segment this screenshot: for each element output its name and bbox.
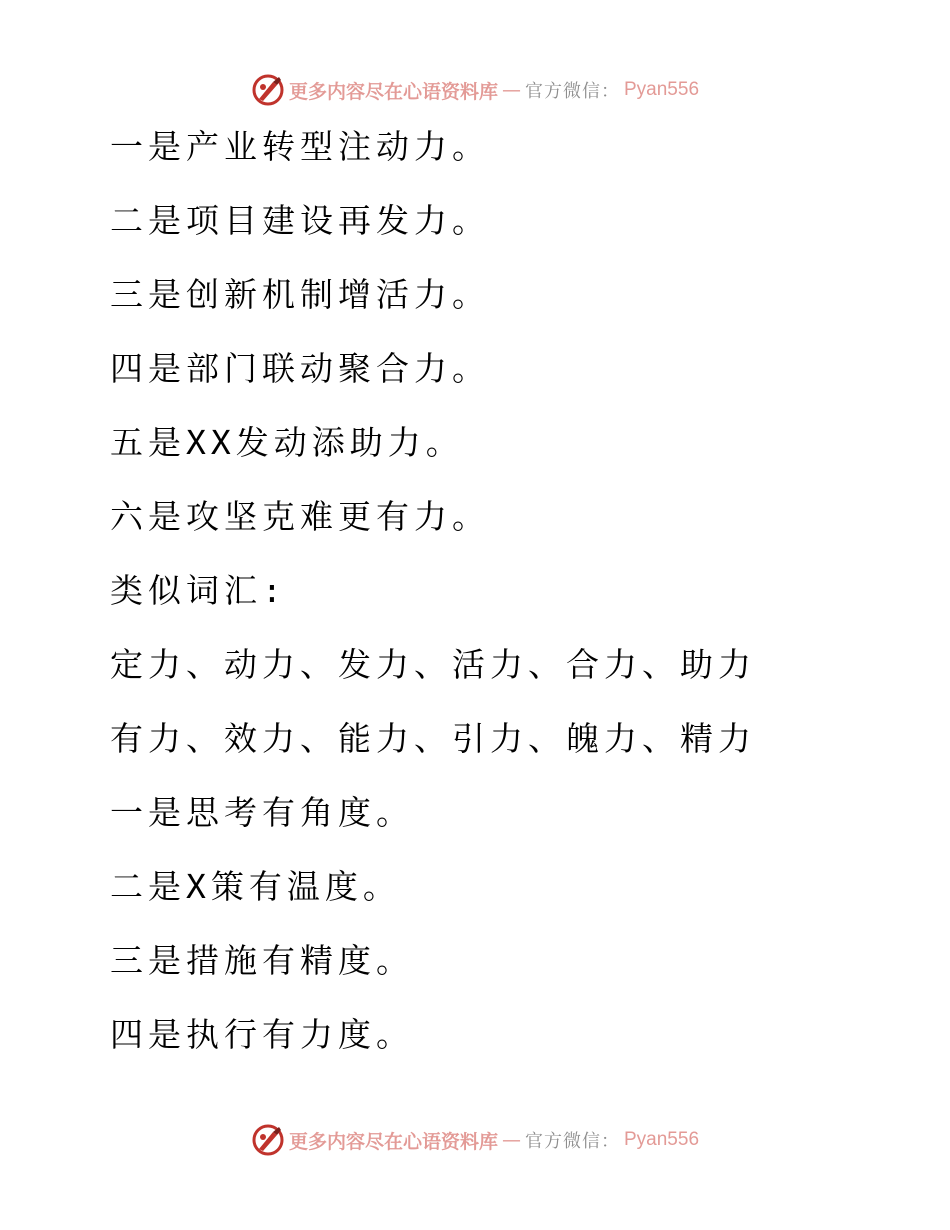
header-banner bbox=[0, 70, 950, 110]
quill-pen-logo-icon bbox=[251, 73, 285, 107]
text-line: 六是攻坚克难更有力。 bbox=[110, 497, 490, 536]
banner-official-label: 官方微信： bbox=[525, 1131, 620, 1152]
text-line: 一是思考有角度。 bbox=[110, 793, 414, 832]
text-line: 四是执行有力度。 bbox=[110, 1015, 414, 1054]
footer-banner bbox=[0, 1120, 950, 1160]
banner-dash: — bbox=[502, 1129, 521, 1151]
text-line: 二是X策有温度。 bbox=[110, 867, 401, 906]
text-line: 一是产业转型注动力。 bbox=[110, 127, 490, 166]
text-line-word-list: 有力、效力、能力、引力、魄力、精力 bbox=[110, 719, 756, 758]
text-line: 二是项目建设再发力。 bbox=[110, 201, 490, 240]
quill-pen-logo-icon bbox=[251, 1123, 285, 1157]
banner-dash: — bbox=[502, 79, 521, 101]
text-line-word-list: 定力、动力、发力、活力、合力、助力 bbox=[110, 645, 756, 684]
text-line-heading: 类似词汇: bbox=[110, 571, 287, 610]
banner-site-text: 更多内容尽在心语资料库 bbox=[288, 1130, 498, 1153]
banner-official-label: 官方微信： bbox=[525, 81, 620, 102]
document-body bbox=[110, 122, 870, 1084]
text-line: 四是部门联动聚合力。 bbox=[110, 349, 490, 388]
header-banner-inner bbox=[251, 73, 699, 107]
text-line: 五是XX发动添助力。 bbox=[110, 423, 464, 462]
text-line: 三是创新机制增活力。 bbox=[110, 275, 490, 314]
banner-wechat-id: Pyan556 bbox=[624, 1129, 700, 1150]
footer-banner-inner bbox=[251, 1123, 699, 1157]
banner-site-text: 更多内容尽在心语资料库 bbox=[288, 80, 498, 103]
banner-wechat-id: Pyan556 bbox=[624, 79, 700, 100]
text-line: 三是措施有精度。 bbox=[110, 941, 414, 980]
